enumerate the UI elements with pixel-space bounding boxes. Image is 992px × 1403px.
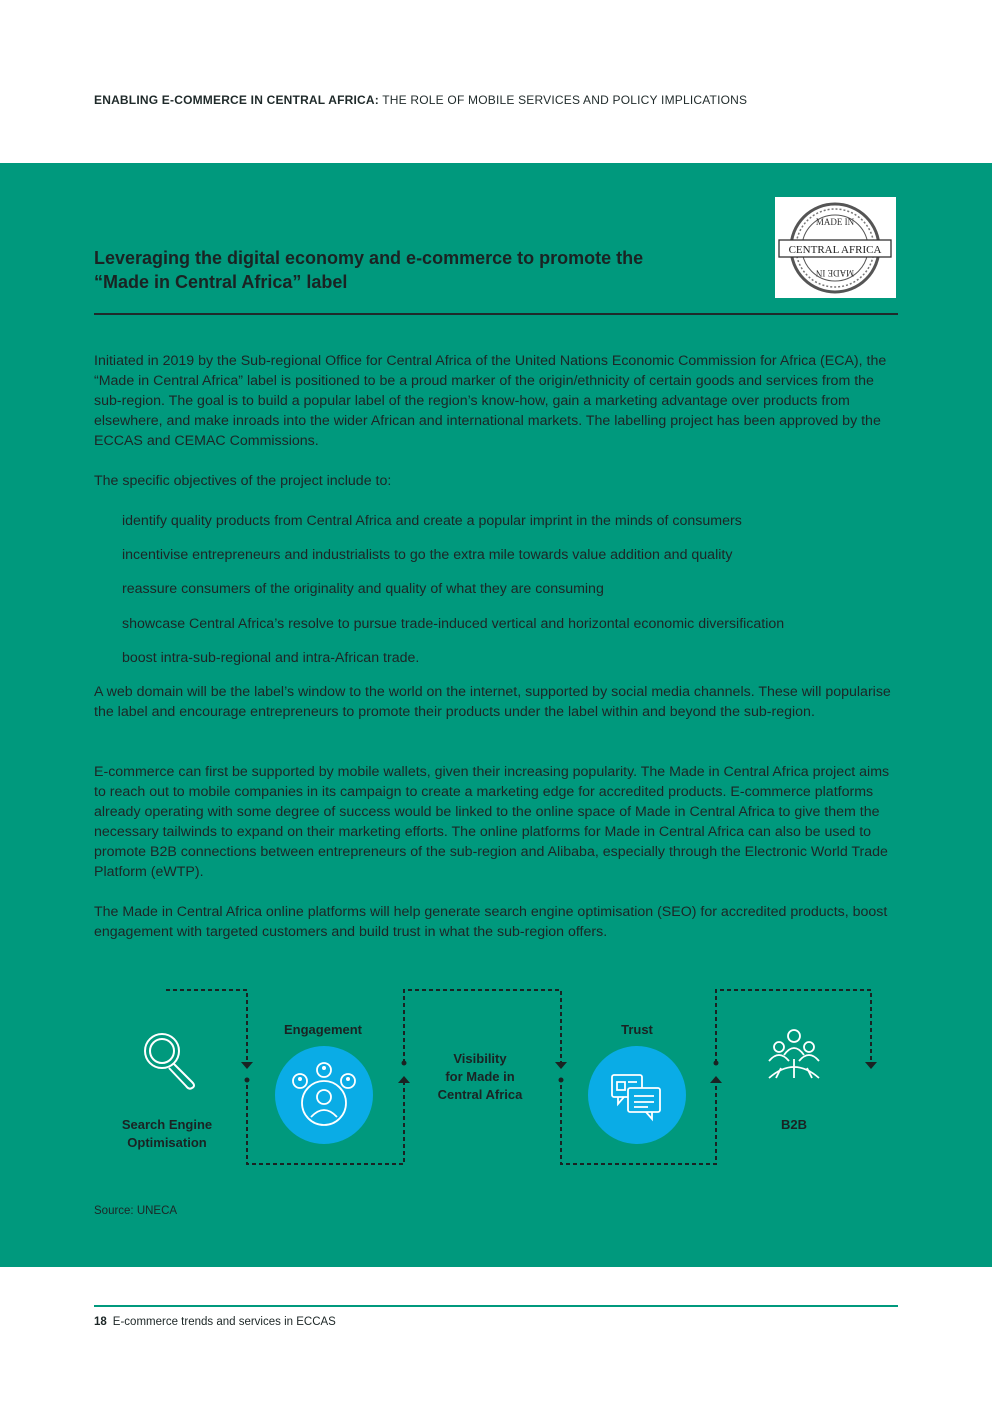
running-header-bold: ENABLING E-COMMERCE IN CENTRAL AFRICA:	[94, 93, 379, 107]
box-title-line1: Leveraging the digital economy and e-commerce to promote the	[94, 248, 644, 268]
arrow-up-2	[710, 1076, 722, 1083]
engagement-icon	[275, 1046, 373, 1144]
footer-divider	[94, 1305, 898, 1307]
paragraph-web-domain: A web domain will be the label’s window to the world on the internet, supported by social media channels. These will popularise the label and encourage entrepreneurs to promote their products under the label within and beyond the sub-region.	[94, 684, 891, 720]
arrow-down-3	[865, 1062, 877, 1069]
connector-top-3	[716, 990, 871, 1063]
b2b-label: B2B	[780, 1117, 807, 1132]
seal-middle-text: CENTRAL AFRICA	[788, 244, 882, 256]
seal-bottom-text: MADE IN	[815, 268, 855, 278]
objectives-intro: The specific objectives of the project include to:	[94, 473, 392, 489]
visibility-label-line3: Central Africa	[437, 1087, 523, 1102]
objective-item: incentivise entrepreneurs and industrialists to go the extra mile towards value addition and quality	[122, 547, 733, 563]
running-header	[94, 93, 747, 107]
paragraph-seo: The Made in Central Africa online platforms will help generate search engine optimisation (SEO) for accredited products, boost engagement with targeted customers and build trust in what the sub-region offers.	[94, 904, 888, 940]
junction-dot	[402, 1061, 407, 1066]
page-footer	[94, 1316, 336, 1328]
footer-title: E-commerce trends and services in ECCAS	[112, 1316, 336, 1328]
paragraph-intro: Initiated in 2019 by the Sub-regional Office for Central Africa of the United Nations Economic Commission for Africa (ECA), the “Made in Central Africa” label is positioned to be a proud marker of the origin/ethnicity of certain goods and services from the sub-region. The goal is to build a popular label of the region’s know-how, gain a marketing advantage over products from elsewhere, and make inroads into the wider African and international markets. The labelling project has been approved by the ECCAS and CEMAC Commissions.	[94, 353, 887, 449]
page-number: 18	[94, 1316, 107, 1328]
objective-item: showcase Central Africa’s resolve to pursue trade-induced vertical and horizontal economic diversification	[122, 616, 785, 632]
seal-top-text: MADE IN	[815, 217, 855, 227]
trust-chat-icon	[588, 1046, 686, 1144]
visibility-label	[415, 1050, 545, 1104]
visibility-label-line2: for Made in	[445, 1069, 515, 1084]
seo-label	[102, 1116, 232, 1152]
junction-dot	[714, 1061, 719, 1066]
b2b-people-icon	[769, 1030, 819, 1078]
arrow-up-1	[398, 1076, 410, 1083]
junction-dot	[245, 1078, 250, 1083]
trust-label: Trust	[621, 1022, 653, 1037]
running-header-rest: THE ROLE OF MOBILE SERVICES AND POLICY IMPLICATIONS	[382, 93, 748, 107]
engagement-label: Engagement	[283, 1022, 362, 1037]
objective-item: boost intra-sub-regional and intra-African trade.	[122, 650, 420, 666]
objective-item: reassure consumers of the originality and quality of what they are consuming	[122, 581, 604, 597]
arrow-down-2	[555, 1062, 567, 1069]
seo-label-line2: Optimisation	[127, 1135, 207, 1150]
magnifier-icon	[145, 1034, 194, 1089]
paragraph-ecommerce: E-commerce can first be supported by mobile wallets, given their increasing popularity. The Made in Central Africa project aims to reach out to mobile companies in its campaign to create a marketing edge for accredited products. E-commerce platforms already operating with some degree of success would be linked to the online space of Made in Central Africa to give them the necessary tailwinds to expand on their marketing efforts. The online platforms for Made in Central Africa can also be used to promote B2B connections between entrepreneurs of the sub-region and Alibaba, especially through the Electronic World Trade Platform (eWTP).	[94, 764, 890, 880]
source-note: Source: UNECA	[94, 1205, 178, 1217]
junction-dot	[559, 1078, 564, 1083]
arrow-down-1	[241, 1062, 253, 1069]
case-study-box	[0, 163, 992, 1267]
visibility-label-line1: Visibility	[453, 1051, 507, 1066]
box-title-line2: “Made in Central Africa” label	[94, 272, 348, 292]
seo-label-line1: Search Engine	[121, 1117, 213, 1132]
objective-item: identify quality products from Central Africa and create a popular imprint in the minds of consumers	[122, 513, 742, 529]
